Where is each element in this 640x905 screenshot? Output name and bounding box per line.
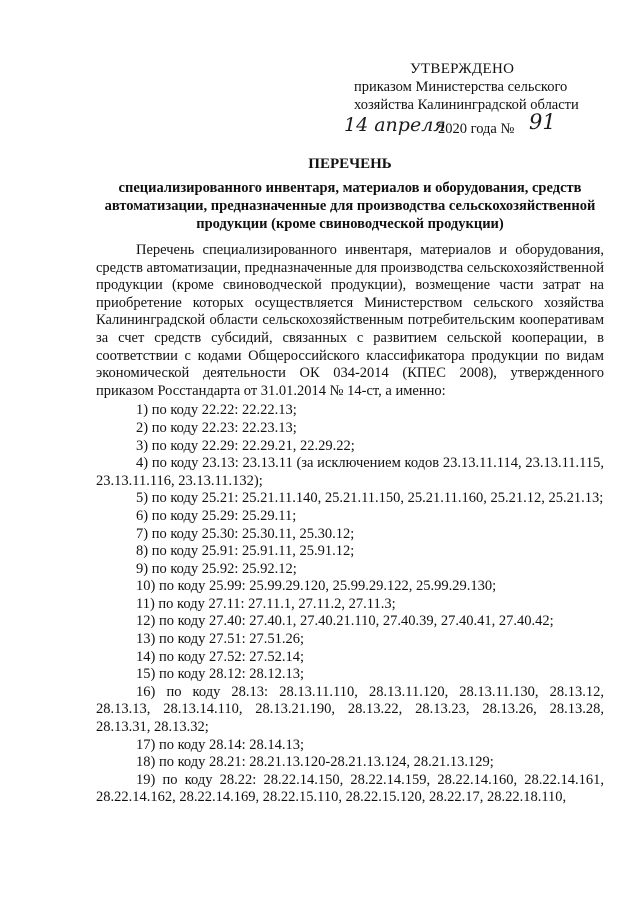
list-item: 2) по коду 22.23: 22.23.13; — [136, 419, 297, 436]
list-item: 16) по коду 28.13: 28.13.11.110, 28.13.11.120, 28.13.11.130, 28.13.12, 28.13.13, 28.13.14.110, 28.13.21.190, 28.13.22, 28.13.23, 28.13.26, 28.13.28, 28.13.31, 28.13.32; — [96, 683, 604, 736]
list-item: 7) по коду 25.30: 25.30.11, 25.30.12; — [136, 525, 355, 542]
list-item: 17) по коду 28.14: 28.14.13; — [136, 736, 305, 753]
list-item: 9) по коду 25.92: 25.92.12; — [136, 560, 297, 577]
list-item: 4) по коду 23.13: 23.13.11 (за исключением кодов 23.13.11.114, 23.13.11.115, 23.13.11.116, 23.13.11.132); — [96, 455, 604, 489]
list-item: 18) по коду 28.21: 28.21.13.120-28.21.13.124, 28.21.13.129; — [136, 754, 494, 771]
list-item: 8) по коду 25.91: 25.91.11, 25.91.12; — [136, 543, 355, 560]
list-item: 5) по коду 25.21: 25.21.11.140, 25.21.11.150, 25.21.11.160, 25.21.12, 25.21.13; — [136, 490, 604, 507]
approval-line-2: хозяйства Калининградской области — [354, 97, 579, 113]
list-item: 11) по коду 27.11: 27.11.1, 27.11.2, 27.11.3; — [136, 595, 396, 612]
approval-heading: УТВЕРЖДЕНО — [410, 61, 515, 77]
list-item: 14) по коду 27.52: 27.52.14; — [136, 648, 305, 665]
handwritten-number: 91 — [529, 110, 556, 134]
list-item: 3) по коду 22.29: 22.29.21, 22.29.22; — [136, 437, 355, 454]
document-body — [96, 242, 604, 807]
approval-date-line — [344, 110, 614, 140]
list-item: 12) по коду 27.40: 27.40.1, 27.40.21.110, 27.40.39, 27.40.41, 27.40.42; — [136, 613, 554, 630]
approval-block — [344, 60, 614, 140]
intro-paragraph: Перечень специализированного инвентаря, материалов и оборудования, средств автоматизации, предназначенные для производства сельскохозяйственной продукции (кроме свиноводческой продукции), возмещение части затрат на приобретение которых осуществляется Министерством сельского хозяйства Калининградской области сельскохозяйственным потребительским кооперативам за счет средств субсидий, связанных с развитием сельской кооперации, в соответствии с кодами Общероссийского классификатора продукции по видам экономической деятельности ОК 034-2014 (КПЕС 2008), утвержденного приказом Росстандарта от 31.01.2014 № 14-ст, а именно: — [96, 242, 604, 399]
list-item: 13) по коду 27.51: 27.51.26; — [136, 631, 305, 648]
title-main: ПЕРЕЧЕНЬ — [308, 156, 392, 172]
approval-line-1: приказом Министерства сельского — [354, 79, 568, 95]
list-item: 19) по коду 28.22: 28.22.14.150, 28.22.14.159, 28.22.14.160, 28.22.14.161, 28.22.14.162, 28.22.14.169, 28.22.15.110, 28.22.15.120, 28.22.17, 28.22.18.110, — [96, 771, 604, 806]
document-title — [96, 155, 604, 233]
list-item: 1) по коду 22.22: 22.22.13; — [136, 402, 297, 419]
items-list — [96, 402, 604, 807]
list-item: 6) по коду 25.29: 25.29.11; — [136, 507, 297, 524]
title-subtitle: специализированного инвентаря, материалов и оборудования, средств автоматизации, предназначенные для производства сельскохозяйственной продукции (кроме свиноводческой продукции) — [104, 180, 596, 232]
list-item: 10) по коду 25.99: 25.99.29.120, 25.99.29.122, 25.99.29.130; — [136, 578, 497, 595]
approval-year-text: 2020 года № — [438, 121, 515, 137]
handwritten-date: 14 апреля — [344, 114, 446, 136]
list-item: 15) по коду 28.12: 28.12.13; — [136, 666, 305, 683]
